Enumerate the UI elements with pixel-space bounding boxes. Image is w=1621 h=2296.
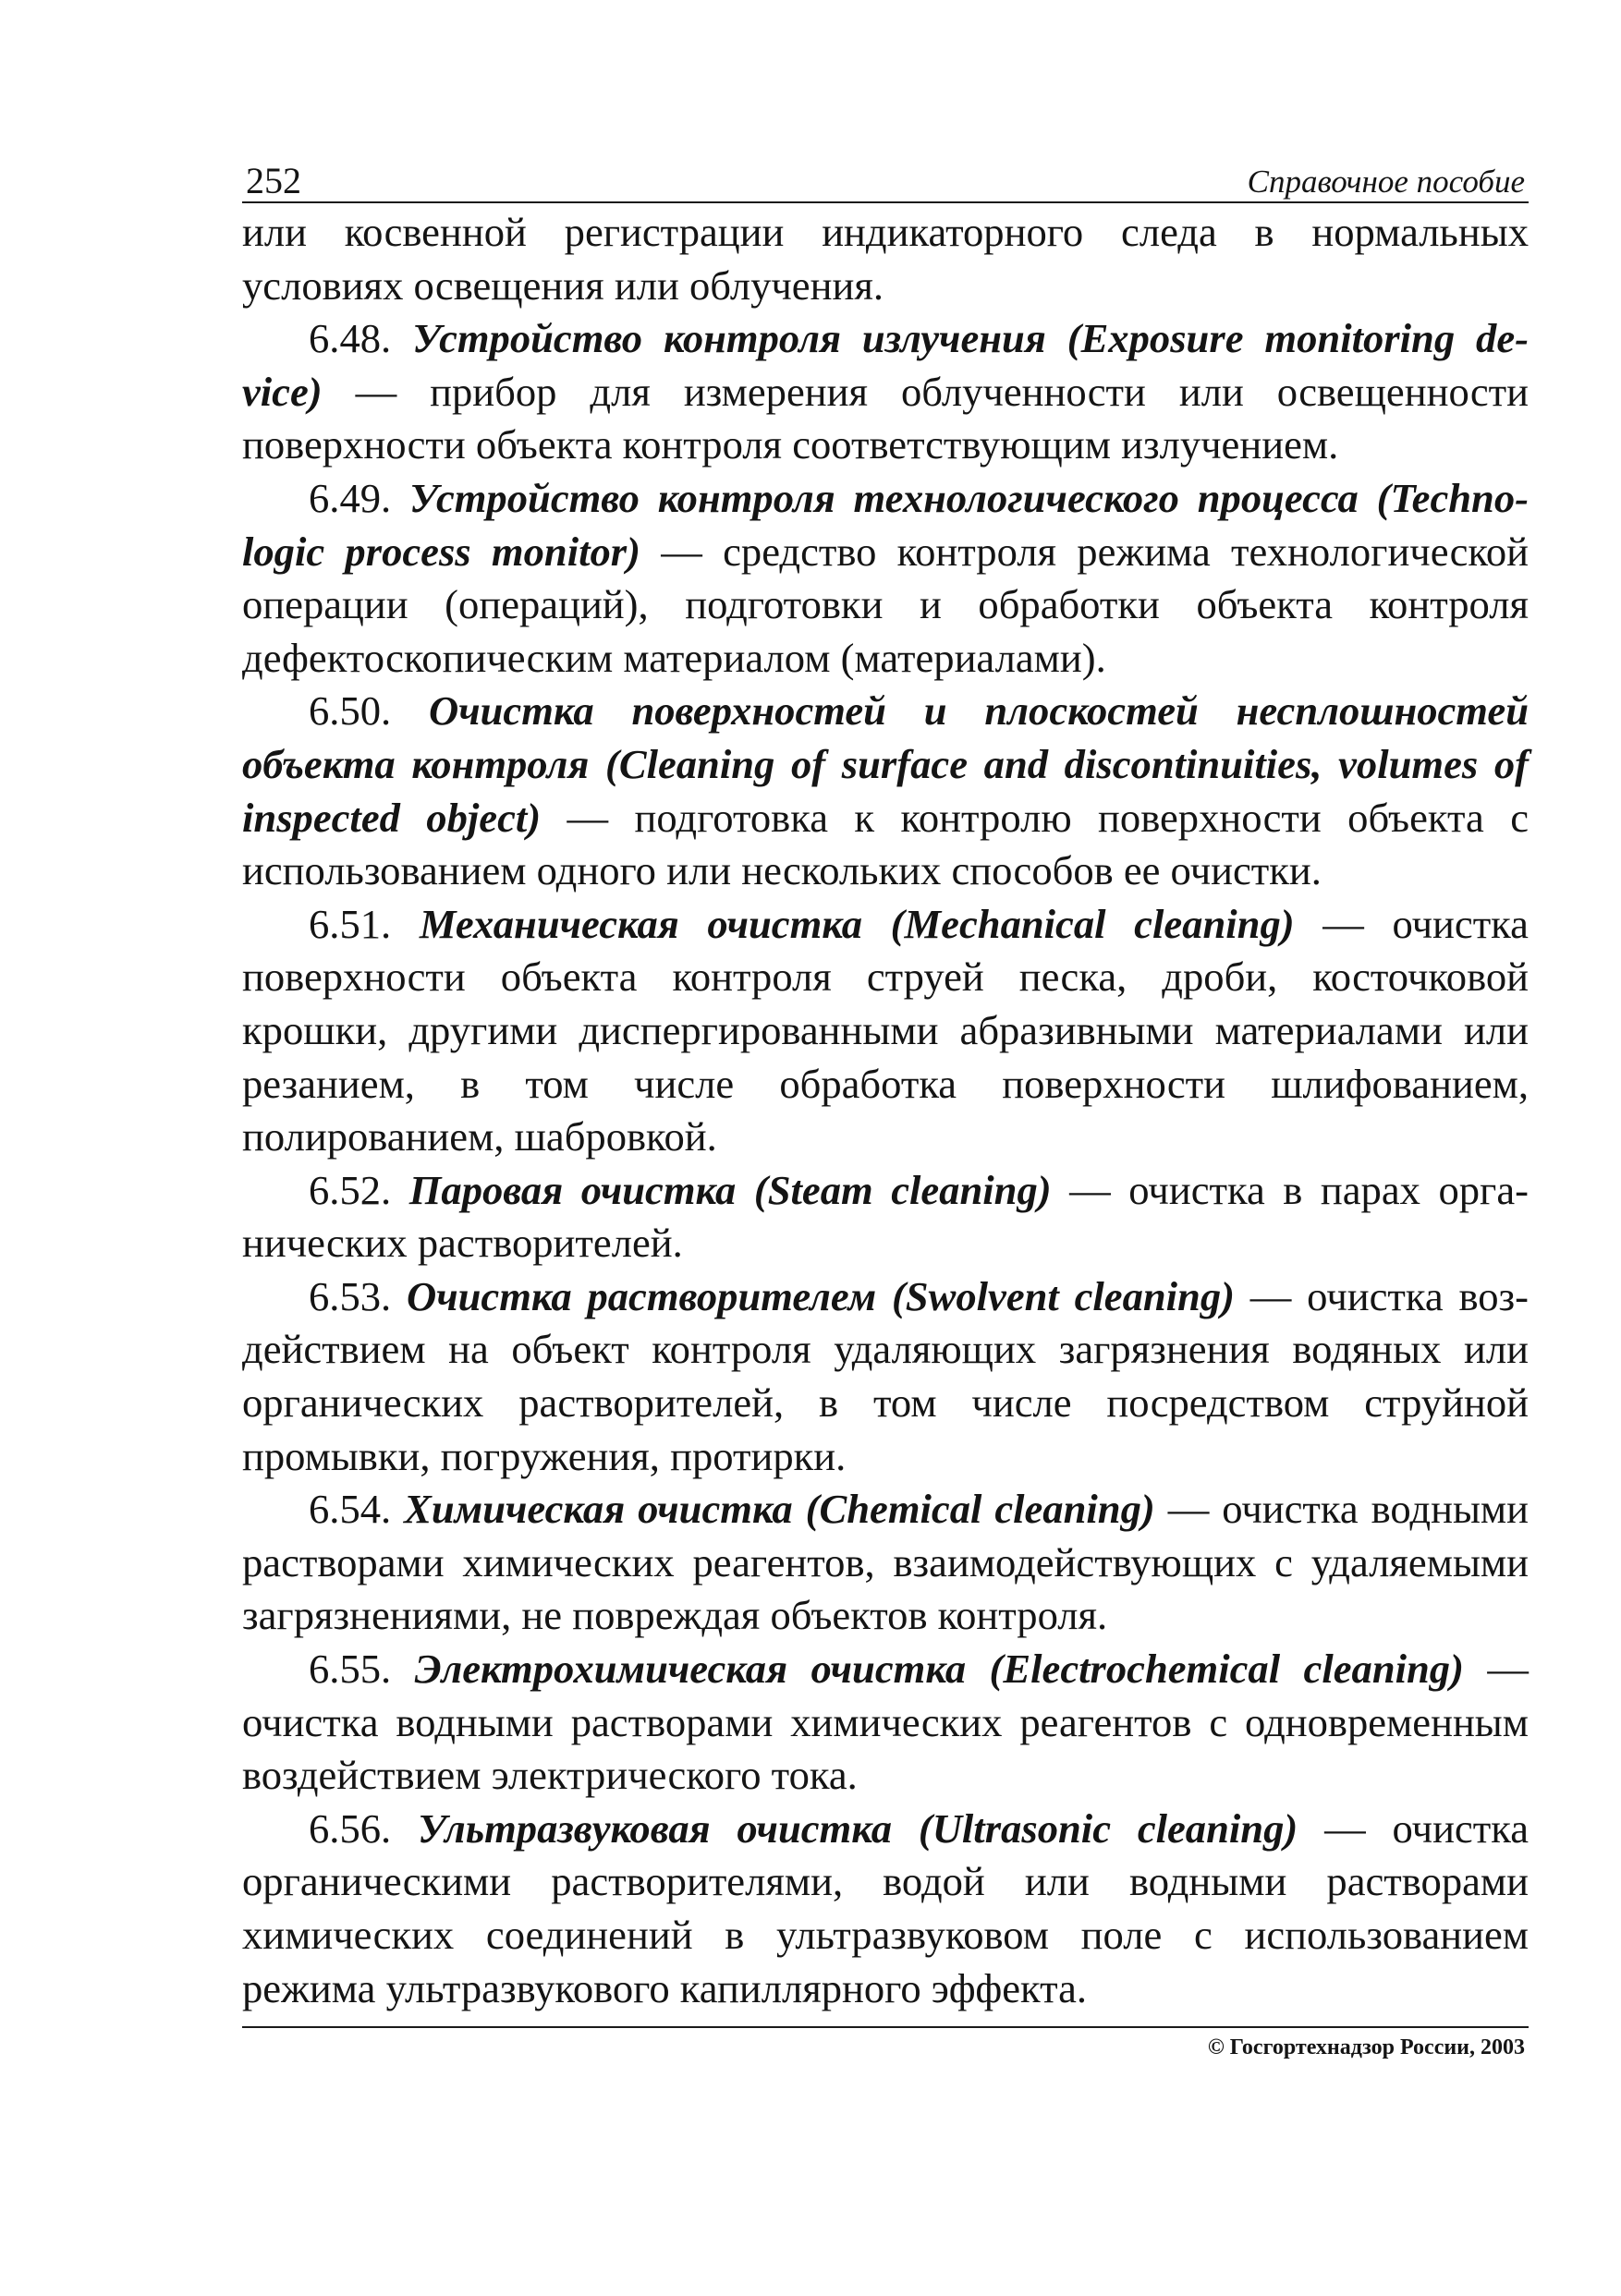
entry-6-56 bbox=[242, 1803, 1529, 2015]
entry-definition: — очистка поверхности объекта контроля струей песка, дроби, косточковой крошки, другими диспергированными абразивными материалами или резанием, в том числе обработка поверхности шлифованием, полированием, шабровкой. bbox=[242, 900, 1529, 1160]
entry-6-48 bbox=[242, 312, 1529, 472]
entry-number: 6.54. bbox=[309, 1486, 392, 1533]
header-title: Справочное пособие bbox=[1247, 164, 1525, 200]
entry-definition: — очистка органическими растворителями, водой или водными растворами химических соединений в ультразвуковом поле с использованием режима ультразвукового капиллярного эффекта. bbox=[242, 1804, 1530, 2011]
entry-definition: — подготовка к контролю поверхности объекта с использованием одного или нескольких способов ее очистки. bbox=[242, 794, 1529, 894]
copyright-notice: © Госгортехнадзор России, 2003 bbox=[1207, 2035, 1525, 2060]
entry-definition: — очистка водными растворами химических реагентов с одновременным воздействием электрического тока. bbox=[242, 1646, 1530, 1799]
entry-term: Механическая очистка (Mechanical cleaning) bbox=[419, 900, 1295, 947]
entry-number: 6.53. bbox=[309, 1272, 392, 1319]
body-text bbox=[242, 206, 1529, 2015]
entry-term: Устройство контроля технологического процесса (Technologic process monitor) bbox=[242, 474, 1529, 575]
entry-number: 6.56. bbox=[309, 1804, 392, 1852]
entry-term: Электрохимическая очистка (Electrochemical cleaning) bbox=[414, 1646, 1464, 1693]
entry-6-53 bbox=[242, 1270, 1529, 1483]
entry-6-50 bbox=[242, 685, 1529, 897]
entry-6-49 bbox=[242, 472, 1529, 685]
entry-term: Паровая очистка (Steam cleaning) bbox=[408, 1166, 1052, 1213]
entry-definition: — очистка водными растворами химических реагентов, взаимодействующих с удаляемыми загрязнениями, не повреждая объектов контроля. bbox=[242, 1486, 1529, 1639]
entry-number: 6.55. bbox=[309, 1646, 392, 1693]
entry-definition: — прибор для измерения облученности или освещенности поверхности объекта контроля соответствующим излучением. bbox=[242, 368, 1529, 468]
entry-number: 6.51. bbox=[309, 900, 392, 947]
entry-6-55 bbox=[242, 1643, 1529, 1803]
page-number: 252 bbox=[246, 160, 301, 201]
entry-term: Очистка поверхностей и плоскостей несплошностей объекта контроля (Cleaning of surface and discontinuities, volumes of inspected object) bbox=[242, 687, 1530, 841]
entry-6-54 bbox=[242, 1483, 1529, 1643]
entry-number: 6.49. bbox=[309, 474, 392, 521]
entry-definition: — очистка в парах органических растворителей. bbox=[242, 1166, 1529, 1267]
entry-number: 6.52. bbox=[309, 1166, 392, 1213]
running-header bbox=[242, 148, 1529, 203]
entry-term: Устройство контроля излучения (Exposure monitoring device) bbox=[242, 315, 1529, 415]
entry-term: Ультразвуковая очистка (Ultrasonic cleaning) bbox=[418, 1804, 1298, 1852]
entry-6-52 bbox=[242, 1164, 1529, 1270]
entry-6-51 bbox=[242, 898, 1529, 1164]
entry-definition: — очистка воздействием на объект контроля удаляющих загрязнения водяных или органических растворителей, в том числе посредством струйной промывки, погружения, протирки. bbox=[242, 1272, 1529, 1479]
entry-definition: — средство контроля режима технологической операции (операций), подготовки и обработки объекта контроля дефектоскопическим материалом (материалами). bbox=[242, 528, 1529, 681]
entry-number: 6.48. bbox=[309, 315, 392, 362]
continuation-paragraph: или косвенной регистрации индикаторного следа в нормальных условиях освещения или облучения. bbox=[242, 209, 1529, 309]
entry-number: 6.50. bbox=[309, 687, 392, 735]
entry-term: Химическая очистка (Chemical cleaning) bbox=[404, 1486, 1155, 1533]
entry-term: Очистка растворителем (Swolvent cleaning) bbox=[406, 1272, 1235, 1319]
footer-divider bbox=[242, 2026, 1529, 2028]
page bbox=[242, 148, 1529, 2061]
